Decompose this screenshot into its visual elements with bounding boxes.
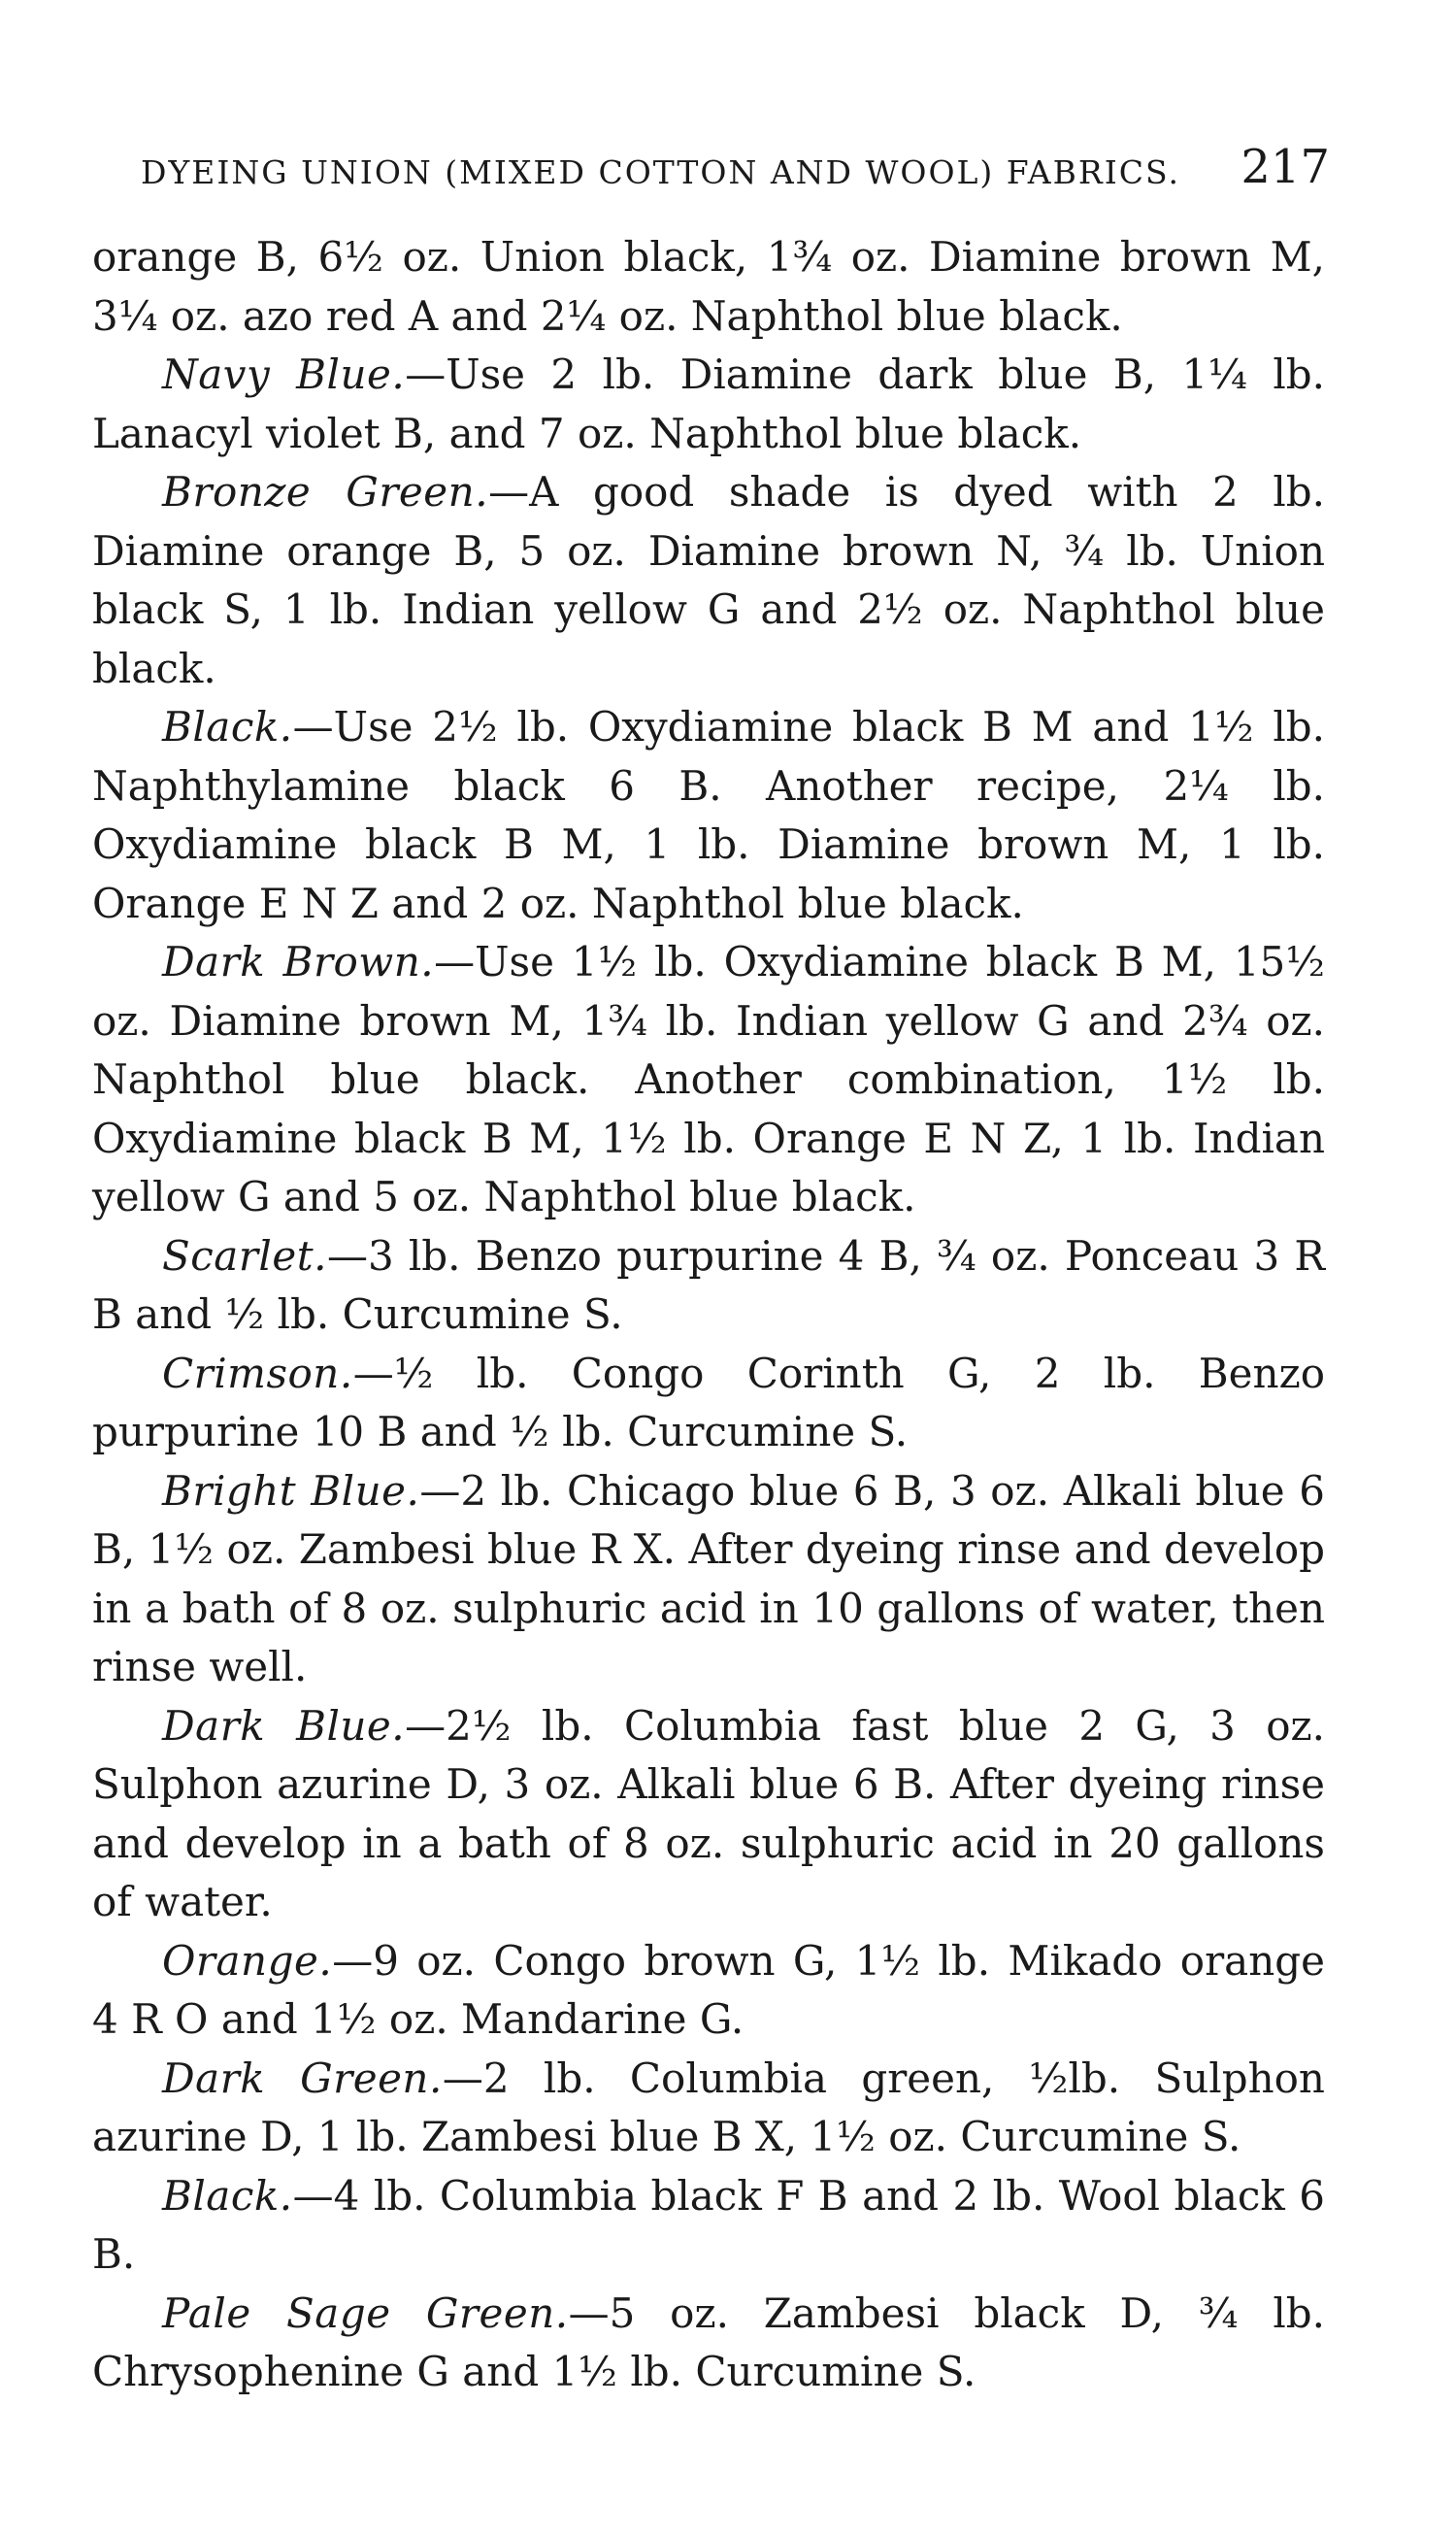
recipe-navy-blue [92, 346, 1325, 463]
recipe-text: —Use 2 lb. Diamine dark blue B, 1¼ lb. Lanacyl violet B, and 7 oz. Naphthol blue black. [92, 351, 1325, 457]
recipe-text: —9 oz. Congo brown G, 1½ lb. Mikado orange 4 R O and 1½ oz. Mandarine G. [92, 1936, 1325, 2043]
recipe-heading: Bronze Green. [162, 468, 489, 516]
recipe-black [92, 698, 1325, 933]
recipe-heading: Crimson. [162, 1349, 353, 1397]
recipe-crimson [92, 1345, 1325, 1462]
recipe-pale-sage-green [92, 2285, 1325, 2402]
recipe-heading: Bright Blue. [162, 1466, 420, 1515]
recipe-orange [92, 1932, 1325, 2050]
paragraph-text: orange B, 6½ oz. Union black, 1¾ oz. Diamine brown M, 3¼ oz. azo red A and 2¼ oz. Naphthol blue black. [92, 233, 1325, 340]
recipe-text: —2½ lb. Columbia fast blue 2 G, 3 oz. Sulphon azurine D, 3 oz. Alkali blue 6 B. After dyeing rinse and develop in a bath of 8 oz. sulphuric acid in 20 gallons of water. [92, 1701, 1325, 1925]
recipe-heading: Scarlet. [162, 1231, 327, 1280]
paragraph-continuation [92, 228, 1325, 346]
recipe-heading: Orange. [162, 1936, 333, 1985]
recipe-text: —4 lb. Columbia black F B and 2 lb. Wool black 6 B. [92, 2171, 1325, 2278]
recipe-bronze-green [92, 463, 1325, 698]
recipe-heading: Dark Blue. [162, 1701, 406, 1750]
recipe-text: —A good shade is dyed with 2 lb. Diamine orange B, 5 oz. Diamine brown N, ¾ lb. Union black S, 1 lb. Indian yellow G and 2½ oz. Naphthol blue black. [92, 468, 1325, 692]
body-text [92, 228, 1325, 2402]
recipe-text: —Use 1½ lb. Oxydiamine black B M, 15½ oz. Diamine brown M, 1¾ lb. Indian yellow G and 2¾ oz. Naphthol blue black. Another combination, 1½ lb. Oxydiamine black B M, 1½ lb. Orange E N Z, 1 lb. Indian yellow G and 5 oz. Naphthol blue black. [92, 938, 1325, 1220]
recipe-text: —5 oz. Zambesi black D, ¾ lb. Chrysophenine G and 1½ lb. Curcumine S. [92, 2288, 1325, 2395]
recipe-text: —3 lb. Benzo purpurine 4 B, ¾ oz. Ponceau 3 R B and ½ lb. Curcumine S. [92, 1231, 1325, 1338]
running-head [141, 136, 1330, 204]
recipe-dark-blue [92, 1697, 1325, 1932]
recipe-scarlet [92, 1227, 1325, 1345]
recipe-heading: Black. [162, 2171, 293, 2220]
recipe-dark-brown [92, 933, 1325, 1227]
recipe-text: —2 lb. Chicago blue 6 B, 3 oz. Alkali blue 6 B, 1½ oz. Zambesi blue R X. After dyeing rinse and develop in a bath of 8 oz. sulphuric acid in 10 gallons of water, then rinse well. [92, 1466, 1325, 1690]
page-number: 217 [1241, 140, 1330, 194]
recipe-heading: Pale Sage Green. [162, 2288, 569, 2337]
recipe-black-2 [92, 2167, 1325, 2285]
recipe-bright-blue [92, 1462, 1325, 1697]
recipe-heading: Navy Blue. [162, 351, 406, 398]
recipe-heading: Black. [162, 703, 293, 751]
running-title: DYEING UNION (MIXED COTTON AND WOOL) FABRICS. [141, 153, 1180, 191]
recipe-text: —½ lb. Congo Corinth G, 2 lb. Benzo purpurine 10 B and ½ lb. Curcumine S. [92, 1349, 1325, 1455]
recipe-text: —2 lb. Columbia green, ½lb. Sulphon azurine D, 1 lb. Zambesi blue B X, 1½ oz. Curcumine S. [92, 2054, 1325, 2160]
recipe-heading: Dark Brown. [162, 938, 435, 986]
recipe-text: —Use 2½ lb. Oxydiamine black B M and 1½ lb. Naphthylamine black 6 B. Another recipe, 2¼ lb. Oxydiamine black B M, 1 lb. Diamine brown M, 1 lb. Orange E N Z and 2 oz. Naphthol blue black. [92, 703, 1325, 927]
recipe-dark-green [92, 2050, 1325, 2167]
recipe-heading: Dark Green. [162, 2054, 443, 2102]
